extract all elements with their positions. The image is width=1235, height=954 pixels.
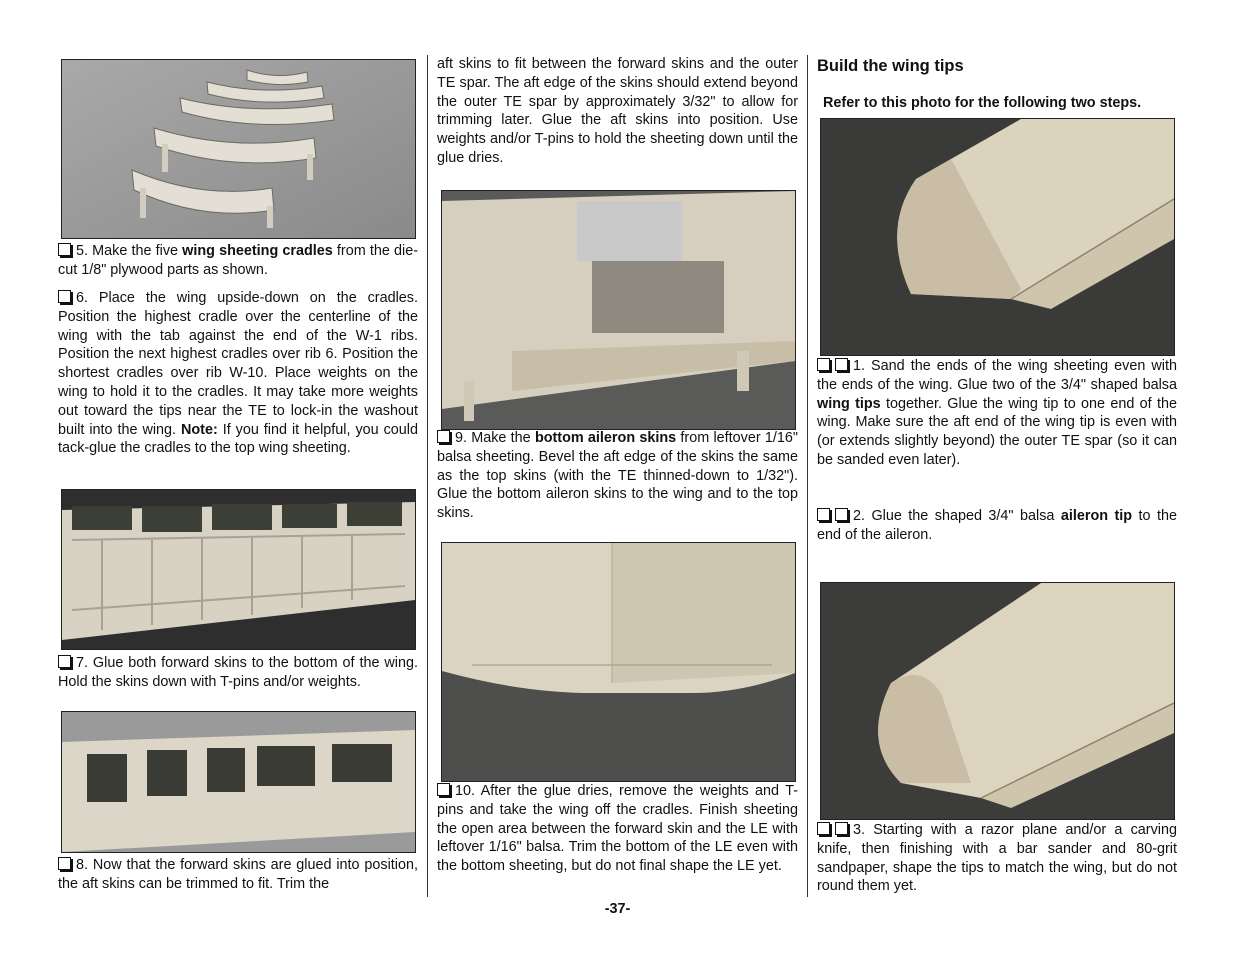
checkbox-step-10[interactable] — [437, 783, 450, 796]
checkbox-step-8[interactable] — [58, 857, 71, 870]
step-5-text: 5. Make the five wing sheeting cradles from the die-cut 1/8" plywood parts as shown. — [58, 243, 419, 278]
checkbox-tip-step-3a[interactable] — [817, 822, 830, 835]
tip-step-2-text: 2. Glue the shaped 3/4" balsa aileron tip to the end of the aileron. — [817, 508, 1177, 543]
step-10-text: 10. After the glue dries, remove the weights and T-pins and take the wing off the cradles. Finish sheeting the open area between the forward skin and the LE with leftover 1/16" balsa. Trim the bottom of the LE even with the bottom sheeting, but do not final shape the LE yet. — [437, 783, 798, 875]
checkbox-step-9[interactable] — [437, 430, 450, 443]
checkbox-tip-step-1b[interactable] — [835, 358, 848, 371]
checkbox-tip-step-1a[interactable] — [817, 358, 830, 371]
photo-reference-note: Refer to this photo for the following two steps. — [823, 95, 1142, 111]
tip-step-1-text: 1. Sand the ends of the wing sheeting even with the ends of the wing. Glue two of the 3/4" shaped balsa wing tips together. Glue the wing tip to one end of the wing. Make sure the aft end of the wing tip is even with (or extends slightly beyond) the outer TE spar (so it can be sanded even later). — [817, 358, 1177, 468]
checkbox-tip-step-2b[interactable] — [835, 508, 848, 521]
section-heading: Build the wing tips — [817, 57, 964, 75]
column-divider-right — [807, 55, 808, 897]
step-7-text: 7. Glue both forward skins to the bottom of the wing. Hold the skins down with T-pins and/or weights. — [58, 655, 418, 690]
photo-sheeting-cradles — [61, 59, 416, 239]
checkbox-step-6[interactable] — [58, 290, 71, 303]
step-6-text: 6. Place the wing upside-down on the cradles. Position the highest cradle over the centerline of the wing with the tab against the end of the W-1 ribs. Position the next highest cradles over rib 6. Position the shortest cradles over rib W-10. Place weights on the wing to hold it to the cradles. It may take more weights out toward the tips near the TE to lock-in the washout built into the wing. Note: If you find it helpful, you could tack-glue the cradles to the top wing sheeting. — [58, 290, 418, 457]
photo-wing-tip-glued — [820, 118, 1175, 356]
page-number: -37- — [604, 901, 631, 917]
checkbox-tip-step-3b[interactable] — [835, 822, 848, 835]
tip-step-3-text: 3. Starting with a razor plane and/or a carving knife, then finishing with a bar sander and 80-grit sandpaper, shape the tips to match the wing, but do not round them yet. — [817, 822, 1177, 895]
photo-shaped-wing-tips — [820, 582, 1175, 820]
step-8-text: 8. Now that the forward skins are glued into position, the aft skins can be trimmed to fit. Trim the — [58, 857, 418, 892]
step-9-text: 9. Make the bottom aileron skins from leftover 1/16" balsa sheeting. Bevel the aft edge of the skins the same as the top skins (with the TE thinned-down to 1/32"). Glue the bottom aileron skins to the wing and to the top skins. — [437, 430, 798, 522]
checkbox-step-5[interactable] — [58, 243, 71, 256]
checkbox-tip-step-2a[interactable] — [817, 508, 830, 521]
photo-bottom-aileron-skins — [441, 542, 796, 782]
photo-forward-skins-glued — [61, 711, 416, 853]
photo-forward-skins-weights — [61, 489, 416, 650]
column-divider-left — [427, 55, 428, 897]
photo-aft-skins-weights — [441, 190, 796, 430]
checkbox-step-7[interactable] — [58, 655, 71, 668]
step-8-continued-text: aft skins to fit between the forward skins and the outer TE spar. The aft edge of the skins should extend beyond the outer TE spar by approximately 3/32" to allow for trimming later. Glue the aft skins into position. Use weights and/or T-pins to hold the sheeting down until the glue dries. — [437, 56, 798, 166]
